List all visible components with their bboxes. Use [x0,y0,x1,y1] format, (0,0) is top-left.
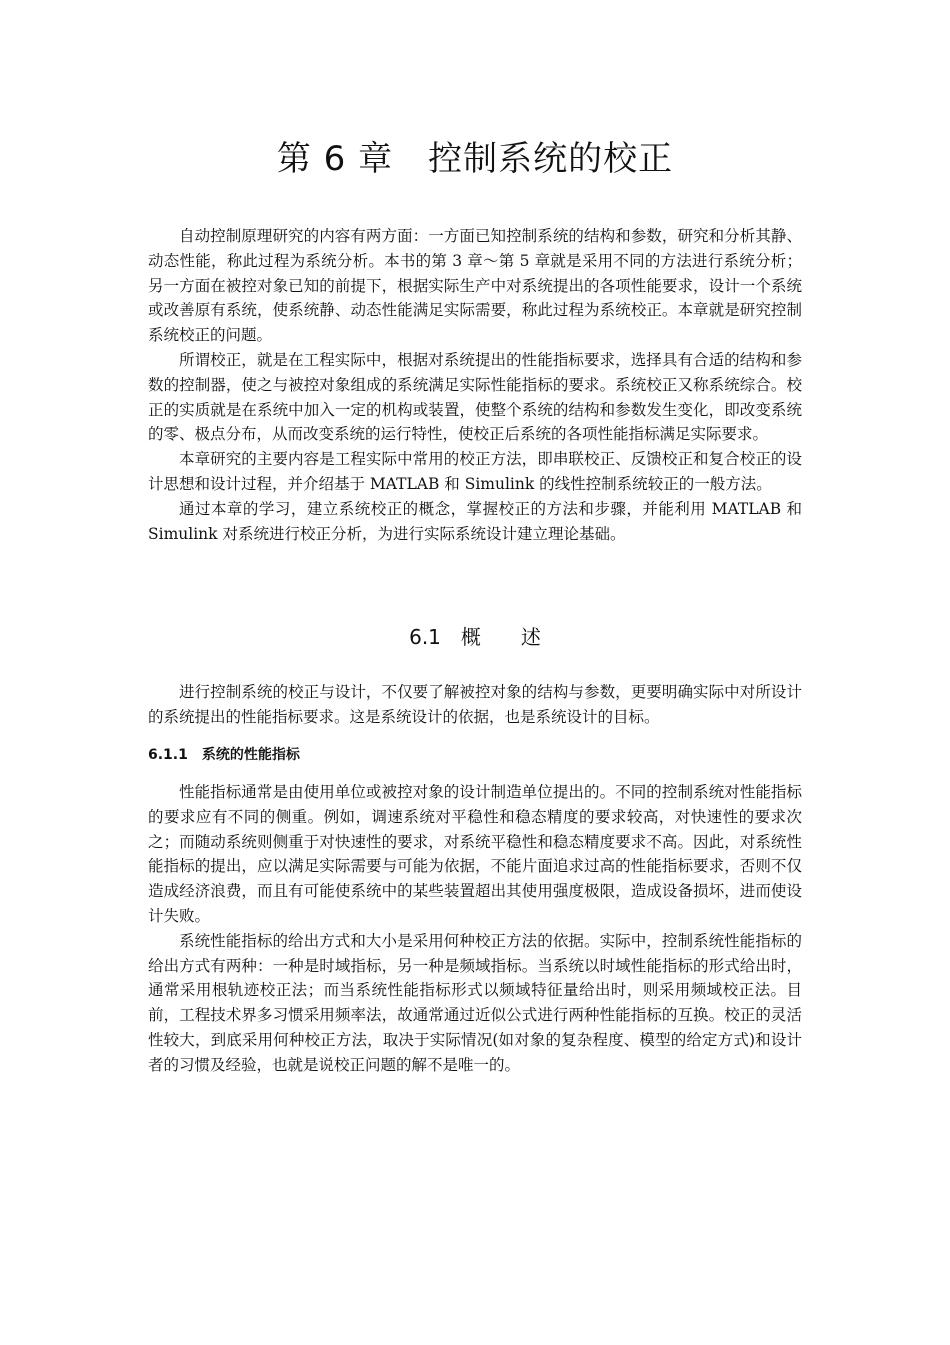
section-paragraph: 进行控制系统的校正与设计，不仅要了解被控对象的结构与参数，更要明确实际中对所设计的系统提出的性能指标要求。这是系统设计的依据，也是系统设计的目标。 [148,683,802,726]
subsection-paragraph: 性能指标通常是由使用单位或被控对象的设计制造单位提出的。不同的控制系统对性能指标的要求应有不同的侧重。例如，调速系统对平稳性和稳态精度的要求较高，对快速性的要求次之；而随动系统则侧重于对快速性的要求，对系统平稳性和稳态精度要求不高。因此，对系统性能指标的提出，应以满足实际需要与可能为依据，不能片面追求过高的性能指标要求，否则不仅造成经济浪费，而且有可能使系统中的某些装置超出其使用强度极限，造成设备损坏，进而使设计失败。 [148,783,802,925]
intro-paragraph: 自动控制原理研究的内容有两方面：一方面已知控制系统的结构和参数，研究和分析其静、动态性能，称此过程为系统分析。本书的第 3 章～第 5 章就是采用不同的方法进行系统分析；另一方面在被控对象已知的前提下，根据实际生产中对系统提出的各项性能要求，设计一个系统或改善原有系统，使系统静、动态性能满足实际需要，称此过程为系统校正。本章就是研究控制系统校正的问题。 [148,227,802,345]
intro-paragraph: 所谓校正，就是在工程实际中，根据对系统提出的性能指标要求，选择具有合适的结构和参数的控制器，使之与被控对象组成的系统满足实际性能指标的要求。系统校正又称系统综合。校正的实质就是在系统中加入一定的机构或装置，使整个系统的结构和参数发生变化，即改变系统的零、极点分布，从而改变系统的运行特性，使校正后系统的各项性能指标满足实际要求。 [148,350,802,444]
subsection-paragraph: 系统性能指标的给出方式和大小是采用何种校正方法的依据。实际中，控制系统性能指标的给出方式有两种：一种是时域指标，另一种是频域指标。当系统以时域性能指标的形式给出时，通常采用根轨迹校正法；而当系统性能指标形式以频域特征量给出时，则采用频域校正法。目前，工程技术界多习惯采用频率法，故通常通过近似公式进行两种性能指标的互换。校正的灵活性较大，到底采用何种校正方法，取决于实际情况(如对象的复杂程度、模型的给定方式)和设计者的习惯及经验，也就是说校正问题的解不是唯一的。 [148,931,802,1074]
chapter-title: 第 6 章 控制系统的校正 [276,139,674,179]
subsection-body [148,780,802,1078]
subsection-title: 6.1.1 系统的性能指标 [148,747,300,763]
chapter-intro [148,224,802,546]
section-overview-body [148,680,802,730]
intro-paragraph: 本章研究的主要内容是工程实际中常用的校正方法，即串联校正、反馈校正和复合校正的设计思想和设计过程，并介绍基于 MATLAB 和 Simulink 的线性控制系统较正的一般方法。 [148,450,802,493]
section-title: 6.1 概 述 [409,625,541,649]
intro-paragraph: 通过本章的学习，建立系统校正的概念，掌握校正的方法和步骤，并能利用 MATLAB 和 Simulink 对系统进行校正分析，为进行实际系统设计建立理论基础。 [148,499,802,543]
